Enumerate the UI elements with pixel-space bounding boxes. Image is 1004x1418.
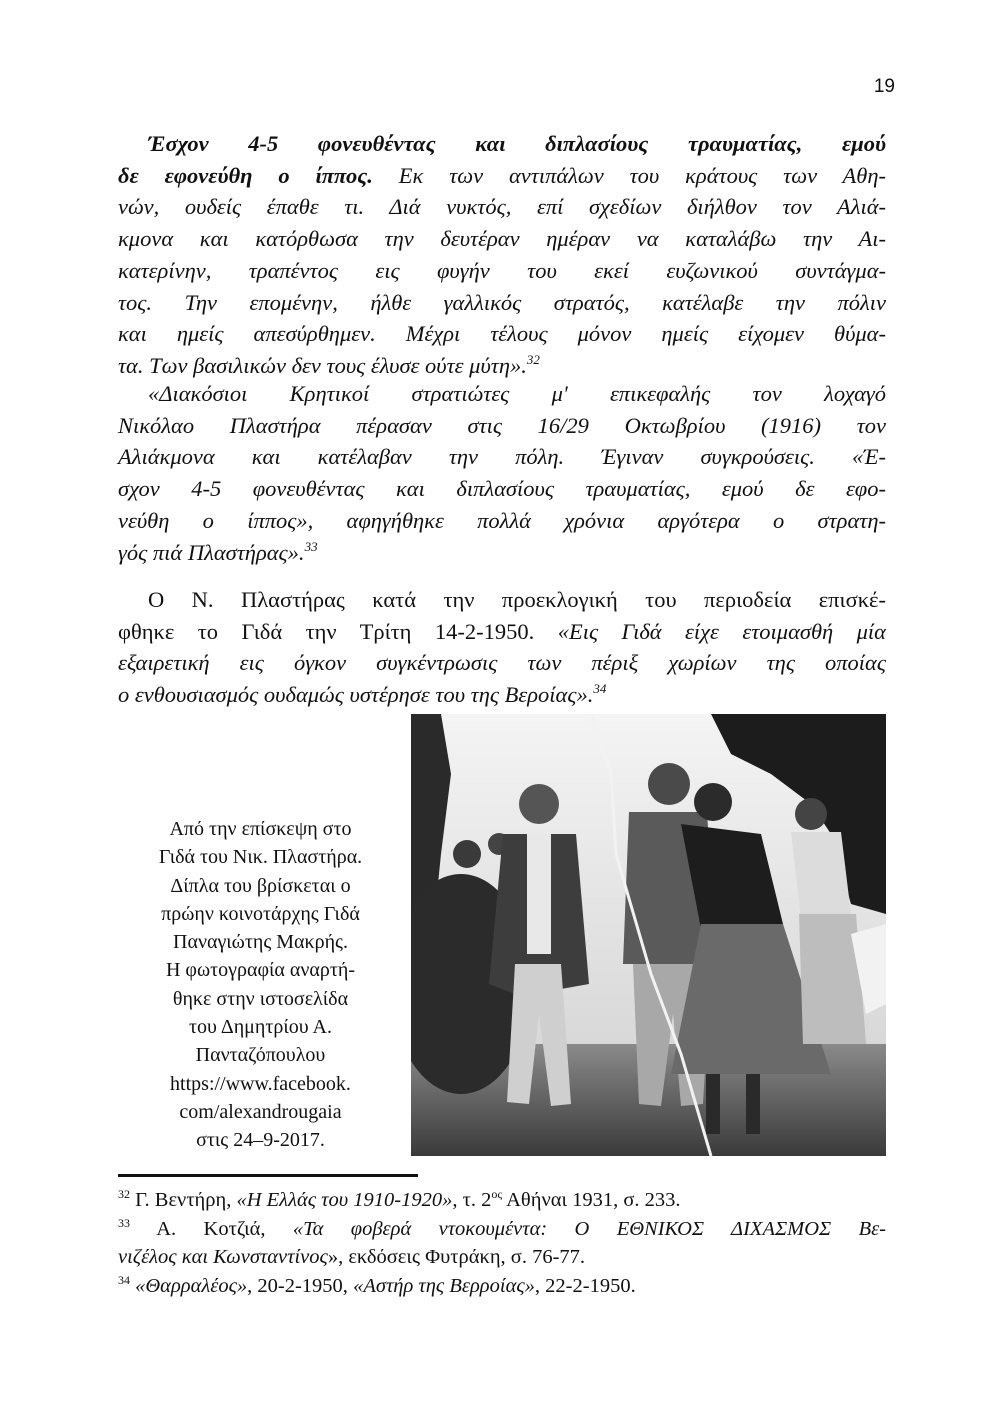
paragraph-cretan-soldiers	[118, 378, 886, 568]
text-line: κμονα και κατόρθωσα την δευτέραν ημέραν να καταλάβω την Αι-	[118, 226, 886, 252]
text-line: δε εφονεύθη ο ίππος. Εκ των αντιπάλων του κράτους των Αθη-	[118, 162, 886, 188]
text-line: Αλιάκμονα και κατέλαβαν την πόλη. Έγιναν συγκρούσεις. «Έ-	[118, 444, 886, 470]
footnote-32: $^{32}$ Γ. Βεντήρη, «Η Ελλάς του 1910-1920», τ. $2^{o\varsigma}$ Αθήναι 1931, σ. 233.	[118, 1187, 681, 1211]
text-line: γός πιά Πλαστήρας».$^{33}$	[118, 538, 318, 565]
caption-line: Από την επίσκεψη στο	[169, 818, 352, 840]
text-line: φθηκε το Γιδά την Τρίτη 14-2-1950. «Εις Γιδά είχε ετοιμασθή μία	[118, 618, 886, 644]
text-line: και ημείς απεσύρθημεν. Μέχρι τέλους μόνον ημείς είχομεν θύμα-	[118, 321, 886, 347]
text-line: «Διακόσιοι Κρητικοί στρατιώτες μ' επικεφαλής τον λοχαγό	[148, 381, 886, 406]
caption-line: Δίπλα του βρίσκεται ο	[170, 874, 351, 897]
caption-line: https://www.facebook.	[170, 1072, 351, 1095]
text-line: σχον 4-5 φονευθέντας και διπλασίους τραυματίας, εμού δε εφο-	[118, 476, 886, 502]
caption-line: του Δημητρίου Α.	[189, 1016, 332, 1039]
text-line: Ο Ν. Πλαστήρας κατά την προεκλογική του περιοδεία επισκέ-	[148, 587, 886, 612]
text-line: κατερίνην, τραπέντος εις φυγήν του εκεί ευζωνικού συντάγμα-	[118, 257, 886, 283]
text-line: Νικόλαο Πλαστήρα πέρασαν στις 16/29 Οκτωβρίου (1916) τον	[118, 412, 886, 438]
caption-line: πρώην κοινοτάρχης Γιδά	[161, 902, 360, 925]
footnote-33: $^{33}$ Α. Κοτζιά, «Τα φοβερά ντοκουμέντα: Ο ΕΘΝΙΚΟΣ ΔΙΧΑΣΜΟΣ Βε-	[118, 1215, 886, 1240]
paragraph-gida-visit	[118, 584, 886, 711]
text-line: τα. Των βασιλικών δεν τους έλυσε ούτε μύτη».$^{32}$	[118, 351, 540, 378]
footnote-33-continued: νιζέλος και Κωνσταντίνος», εκδόσεις Φυτράκη, σ. 76-77.	[118, 1246, 586, 1269]
footnote-separator	[118, 1174, 418, 1177]
bystander-head	[453, 840, 481, 868]
footnote-34: $^{34}$ «Θαρραλέος», 20-2-1950, «Αστήρ της Βερροίας», 22-2-1950.	[118, 1273, 636, 1298]
footnote-ref: 32	[526, 351, 540, 367]
footnotes	[118, 1186, 886, 1301]
footnote-ref: 34	[593, 681, 607, 697]
caption-line: στις 24–9-2017.	[196, 1129, 325, 1152]
caption-line: Παναγιώτης Μακρής.	[173, 931, 348, 954]
text-line: νών, ουδείς έπαθε τι. Διά νυκτός, επί σχεδίων διήλθον τον Αλιά-	[118, 194, 886, 220]
caption-line: com/alexandrougaia	[179, 1100, 342, 1123]
text-line: εξαιρετική εις όγκον συγκέντρωσις των πέριξ χωρίων της οποίας	[118, 650, 886, 676]
caption-line: θηκε στην ιστοσελίδα	[172, 987, 349, 1010]
caption-line: Γιδά του Νικ. Πλαστήρα.	[158, 846, 363, 869]
caption-line: Η φωτογραφία αναρτή-	[165, 959, 356, 982]
text-line: τος. Την επομένην, ήλθε γαλλικός στρατός, κατέλαβε την πόλιν	[118, 289, 886, 315]
text-line: νεύθη ο ίππος», αφηγήθηκε πολλά χρόνια αργότερα ο στρατη-	[118, 507, 886, 533]
text-line: Έσχον 4-5 φονευθέντας και διπλασίους τραυματίας, εμού	[148, 131, 886, 156]
paragraph-quote-plastiras	[118, 128, 886, 382]
footnote-ref: 33	[304, 538, 318, 554]
historical-photo	[411, 714, 886, 1156]
caption-line: Πανταζόπουλου	[195, 1044, 326, 1067]
text-line: ο ενθουσιασμός ουδαμώς υστέρησε του της Βεροίας».$^{34}$	[118, 681, 607, 708]
photo-caption	[118, 815, 403, 1155]
page-number: 19	[873, 76, 895, 97]
